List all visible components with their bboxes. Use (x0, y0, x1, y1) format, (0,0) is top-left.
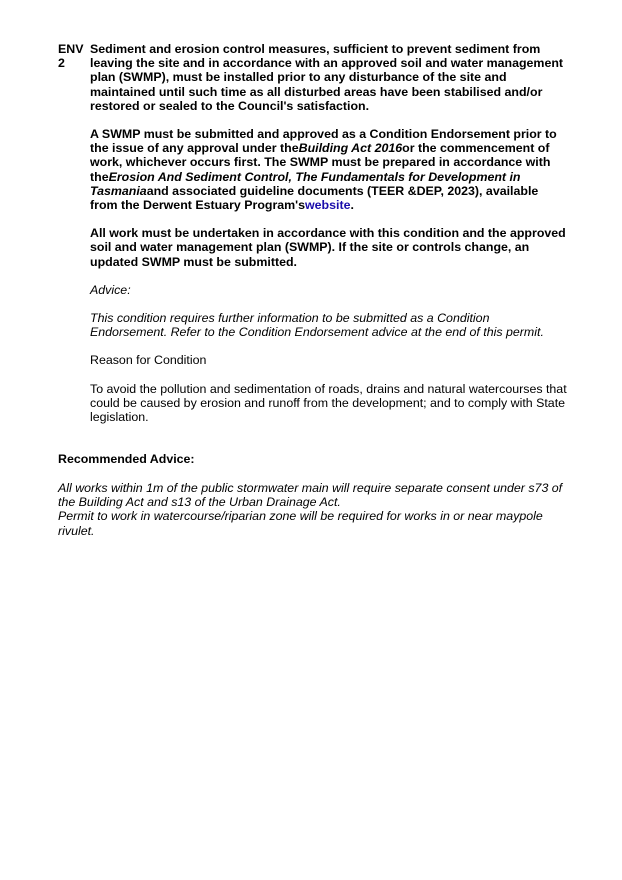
advice-text: This condition requires further information to be submitted as a Condition Endorsement. Refer to the Condition Endorsement advice at the end of this permit. (90, 311, 544, 340)
guideline-title: Erosion And Sediment Control, The Fundamentals for Development in Tasmania (90, 169, 521, 198)
recommended-advice-body (58, 481, 568, 538)
condition-body (90, 42, 568, 438)
reason-text: To avoid the pollution and sedimentation of roads, drains and natural watercourses that could be caused by erosion and runoff from the development; and to comply with State legislation. (90, 381, 567, 425)
swmp-text-3: and associated guideline documents (TEER &DEP, 2023), available from the Derwent Estuary Program's (90, 183, 539, 213)
stormwater-advice: All works within 1m of the public stormwater main will require separate consent under s73 of the Building Act and s13 of the Urban Drainage Act. (58, 481, 563, 510)
condition-code (58, 42, 88, 70)
recommended-advice-heading: Recommended Advice: (58, 452, 195, 466)
condition-code-prefix: ENV (58, 42, 84, 56)
reason-label: Reason for Condition (90, 353, 207, 368)
work-compliance-paragraph: All work must be undertaken in accordance with this condition and the approved soil and water management plan (SWMP). If the site or controls change, an updated SWMP must be submitted. (90, 226, 566, 269)
building-act-title: Building Act 2016 (298, 141, 403, 156)
condition-code-number: 2 (58, 56, 65, 71)
advice-label: Advice: (90, 282, 131, 297)
swmp-text-1: A SWMP must be submitted and approved as a Condition Endorsement prior to the issue of any approval under the (90, 127, 557, 156)
watercourse-advice: Permit to work in watercourse/riparian zone will be required for works in or near maypole rivulet. (58, 509, 543, 538)
swmp-text-4: . (350, 198, 354, 213)
condition-requirement-paragraph: Sediment and erosion control measures, sufficient to prevent sediment from leaving the site and in accordance with an approved soil and water management plan (SWMP), must be installed prior to any disturbance of the site and maintained until such time as all disturbed areas have been stabilised and/or restored or sealed to the Council's satisfaction. (90, 42, 564, 113)
swmp-text-2: or the commencement of work, whichever occurs first. The SWMP must be prepared in accordance with the (90, 141, 551, 184)
swmp-submission-paragraph (90, 127, 568, 212)
website-link[interactable]: website (305, 198, 351, 213)
